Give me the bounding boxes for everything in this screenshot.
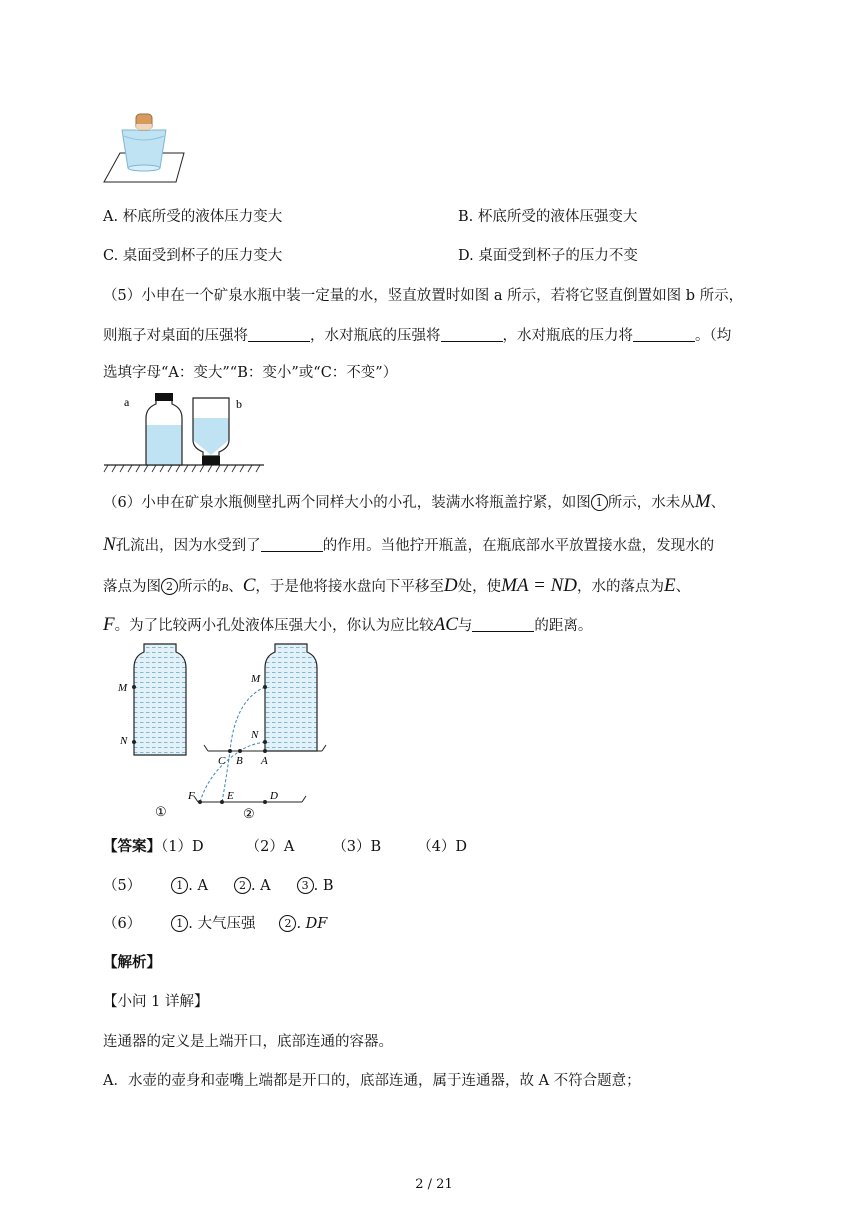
answer-q5: （5） 1 . A 2 . A 3 . B bbox=[103, 878, 334, 894]
answer-blank bbox=[261, 550, 323, 552]
answer-blank bbox=[248, 340, 310, 342]
svg-text:N: N bbox=[251, 729, 259, 741]
q5-line2: 则瓶子对桌面的压强将 ，水对瓶底的压强将 ，水对瓶底的压力将 。（均 bbox=[103, 328, 732, 344]
analysis-a: A．水壶的壶身和壶嘴上端都是开口的，底部连通，属于连通器，故 A 不符合题意； bbox=[103, 1073, 641, 1089]
q5-line1: （5）小申在一个矿泉水瓶中装一定量的水，竖直放置时如图 a 所示，若将它竖直倒置如图 b 所示， bbox=[103, 288, 744, 304]
q6-line1: （6）小申在矿泉水瓶侧壁扎两个同样大小的小孔，装满水将瓶盖拧紧，如图 1 所示，水未从M、 bbox=[103, 491, 726, 512]
page-number: 2 / 21 bbox=[415, 1177, 453, 1192]
answer-line: 【答案】（1）D （2）A （3）B （4）D bbox=[103, 838, 468, 855]
q5-line3: 选填字母“A：变大”“B：变小”或“C：不变”） bbox=[103, 365, 398, 381]
bottles-ab-figure bbox=[100, 392, 270, 478]
svg-text:A: A bbox=[261, 755, 268, 767]
q6-line4: F。为了比较两小孔处液体压强大小，你认为应比较AC与 的距离。 bbox=[103, 614, 593, 635]
inverted-cup-figure bbox=[100, 108, 200, 188]
option-b: B. 杯底所受的液体压强变大 bbox=[458, 209, 638, 225]
svg-text:D: D bbox=[270, 790, 278, 802]
answer-q6: （6） 1 . 大气压强 2 . DF bbox=[103, 916, 328, 932]
answer-blank bbox=[633, 340, 695, 342]
svg-text:①: ① bbox=[155, 804, 167, 819]
svg-text:b: b bbox=[236, 397, 242, 411]
answer-blank bbox=[472, 630, 534, 632]
svg-text:②: ② bbox=[243, 806, 255, 821]
sub-question-1-label: 【小问 1 详解】 bbox=[103, 994, 209, 1010]
q6-line2: N孔流出，因为水受到了 的作用。当他拧开瓶盖，在瓶底部水平放置接水盘，发现水的 bbox=[103, 534, 715, 555]
option-d: D. 桌面受到杯子的压力不变 bbox=[458, 248, 638, 264]
svg-text:M: M bbox=[118, 682, 128, 694]
option-c: C. 桌面受到杯子的压力变大 bbox=[103, 248, 283, 264]
svg-text:B: B bbox=[236, 755, 243, 767]
answer-blank bbox=[441, 340, 503, 342]
svg-text:a: a bbox=[124, 395, 130, 409]
analysis-label: 【解析】 bbox=[103, 954, 161, 971]
definition-text: 连通器的定义是上端开口，底部连通的容器。 bbox=[103, 1034, 393, 1050]
svg-text:M: M bbox=[251, 673, 261, 685]
holes-figure bbox=[110, 640, 340, 825]
svg-text:C: C bbox=[218, 755, 226, 767]
q6-line3: 落点为图 2 所示的B、C，于是他将接水盘向下平移至D处，使MA = ND，水的落点为E、 bbox=[103, 575, 691, 596]
option-a: A. 杯底所受的液体压力变大 bbox=[103, 209, 283, 225]
svg-text:N: N bbox=[120, 735, 128, 747]
svg-text:F: F bbox=[188, 790, 195, 802]
svg-text:E: E bbox=[227, 790, 234, 802]
